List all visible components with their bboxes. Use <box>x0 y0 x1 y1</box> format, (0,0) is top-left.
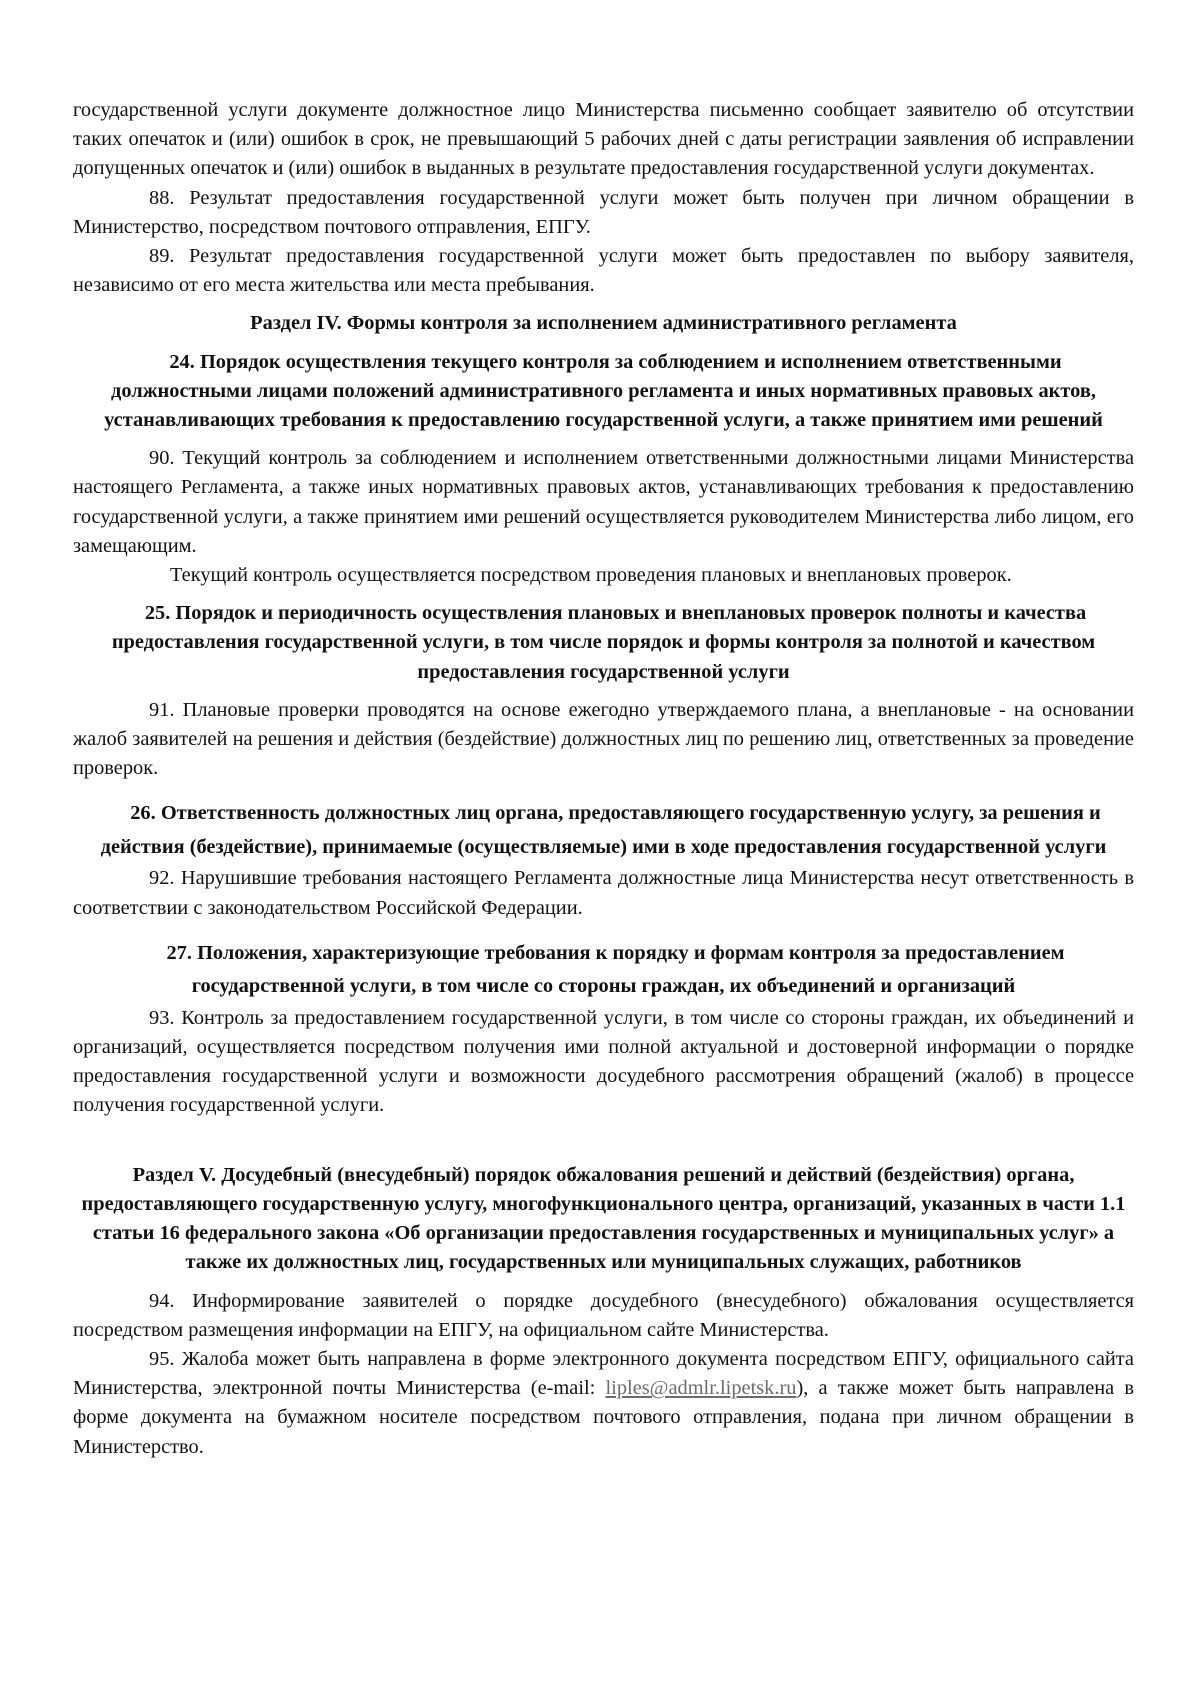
paragraph-90-continuation: Текущий контроль осуществляется посредством проведения плановых и внеплановых проверок. <box>170 564 1012 587</box>
paragraph-87-continuation: государственной услуги документе должностное лицо Министерства письменно сообщает заявителю об отсутствии таких опечаток и (или) ошибок в срок, не превышающий 5 рабочих дней с даты регистрации заявления об исправлении допущенных опечаток и (или) ошибок в выданных в результате предоставления государственной услуги документах. <box>73 99 1134 180</box>
paragraph-92: 92. Нарушившие требования настоящего Регламента должностные лица Министерства несут ответственность в соответствии с законодательством Российской Федерации. <box>73 867 1134 919</box>
section-4-title: Раздел IV. Формы контроля за исполнением административного регламента <box>250 312 957 335</box>
paragraph-95 <box>73 1345 1134 1462</box>
paragraph-91: 91. Плановые проверки проводятся на основе ежегодно утверждаемого плана, а внеплановые - на основании жалоб заявителей на решения и действия (бездействие) должностных лиц по решению лиц, ответственных за проведение проверок. <box>73 698 1134 780</box>
heading-24: 24. Порядок осуществления текущего контроля за соблюдением и исполнением ответственными должностными лицами положений административного регламента и иных нормативных правовых актов, устанавливающих требования к предоставлению государственной услуги, а также принятием ими решений <box>104 350 1103 432</box>
heading-25: 25. Порядок и периодичность осуществления плановых и внеплановых проверок полноты и качества предоставления государственной услуги, в том числе порядок и формы контроля за полнотой и качеством предоставления государственной услуги <box>111 602 1096 683</box>
paragraph-95-text-end: ), а также может быть направлена в форме документа на бумажном носителе посредством почтового отправления, подана при личном обращении в Министерство. <box>73 1377 1135 1458</box>
paragraph-93: 93. Контроль за предоставлением государственной услуги, в том числе со стороны граждан, их объединений и организаций, осуществляется посредством получения ими полной актуальной и достоверной информации о порядке предоставления государственной услуги и возможности досудебного рассмотрения обращений (жалоб) в процессе получения государственной услуги. <box>73 1006 1134 1117</box>
paragraph-89: 89. Результат предоставления государственной услуги может быть предоставлен по выбору заявителя, независимо от его места жительства или места пребывания. <box>73 245 1134 297</box>
paragraph-90: 90. Текущий контроль за соблюдением и исполнением ответственными должностными лицами Министерства настоящего Регламента, а также иных нормативных правовых актов, устанавливающих требования к предоставлению государственной услуги, а также принятием ими решений осуществляется руководителем Министерства либо лицом, его замещающим. <box>73 447 1134 557</box>
paragraph-94: 94. Информирование заявителей о порядке досудебного (внесудебного) обжалования осуществляется посредством размещения информации на ЕПГУ, на официальном сайте Министерства. <box>73 1289 1134 1341</box>
heading-27: 27. Положения, характеризующие требования к порядку и формам контроля за предоставлением государственной услуги, в том числе со стороны граждан, их объединений и организаций <box>166 941 1065 998</box>
paragraph-88: 88. Результат предоставления государственной услуги может быть получен при личном обращении в Министерство, посредством почтового отправления, ЕПГУ. <box>73 186 1134 238</box>
heading-26: 26. Ответственность должностных лиц органа, предоставляющего государственную услугу, за решения и действия (бездействие), принимаемые (осуществляемые) ими в ходе предоставления государственной услуги <box>100 802 1107 858</box>
section-5-title: Раздел V. Досудебный (внесудебный) порядок обжалования решений и действий (бездействия) органа, предоставляющего государственную услугу, многофункционального центра, организаций, указанных в части 1.1 статьи 16 федерального закона «Об организации предоставления государственных и муниципальных услуг» а также их должностных лиц, государственных или муниципальных служащих, работников <box>81 1163 1126 1274</box>
ministry-email-link[interactable]: liples@admlr.lipetsk.ru <box>605 1377 797 1400</box>
paragraph-95-text-start: 95. Жалоба может быть направлена в форме электронного документа посредством ЕПГУ, официального сайта Министерства, электронной почты Министерства (e-mail: <box>73 1347 1134 1400</box>
